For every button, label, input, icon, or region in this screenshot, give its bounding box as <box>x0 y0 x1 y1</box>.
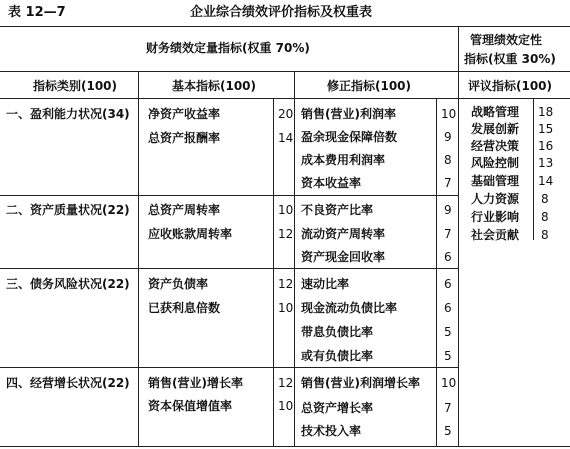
modified-weight: 6 <box>444 277 452 291</box>
modified-indicator: 技术投入率 <box>301 424 362 438</box>
category-asset-quality: 二、资产质量状况(22) <box>6 203 130 217</box>
review-indicator: 战略管理 <box>471 105 520 119</box>
review-indicator: 人力资源 <box>471 192 520 206</box>
divider-financial-management <box>458 26 459 446</box>
modified-indicator: 带息负债比率 <box>301 325 374 339</box>
review-weight: 8 <box>541 192 549 206</box>
basic-weight: 12 <box>278 277 294 291</box>
modified-indicator: 现金流动负债比率 <box>301 301 398 315</box>
header-col-review: 评议指标(100) <box>468 79 553 93</box>
basic-indicator: 总资产报酬率 <box>148 131 221 145</box>
modified-weight: 7 <box>444 401 452 415</box>
review-weight: 16 <box>538 139 554 153</box>
modified-weight: 9 <box>444 130 452 144</box>
modified-indicator: 总资产增长率 <box>301 401 374 415</box>
basic-indicator: 已获利息倍数 <box>148 301 221 315</box>
rule-group-1 <box>0 195 458 196</box>
modified-indicator: 不良资产比率 <box>301 203 374 217</box>
header-management-line1: 管理绩效定性 <box>470 33 543 47</box>
basic-indicator: 应收账款周转率 <box>148 227 233 241</box>
modified-indicator: 销售(营业)利润率 <box>301 107 396 121</box>
modified-indicator: 流动资产周转率 <box>301 227 386 241</box>
review-indicator: 风险控制 <box>471 156 520 170</box>
modified-indicator: 资产现金回收率 <box>301 250 386 264</box>
modified-weight: 10 <box>441 107 457 121</box>
basic-indicator: 总资产周转率 <box>148 203 221 217</box>
modified-weight: 7 <box>444 176 452 190</box>
modified-indicator: 速动比率 <box>301 277 350 291</box>
basic-indicator: 销售(营业)增长率 <box>148 376 243 390</box>
review-indicator: 经营决策 <box>471 139 520 153</box>
modified-indicator: 成本费用利润率 <box>301 153 386 167</box>
basic-weight: 12 <box>278 227 294 241</box>
divider-basic-weight <box>273 98 274 446</box>
header-management-line2: 指标(权重 30%) <box>464 52 556 66</box>
rule-header-split <box>0 71 458 72</box>
review-weight: 13 <box>538 156 554 170</box>
table-number: 表 12—7 <box>8 5 66 20</box>
review-indicator: 社会贡献 <box>471 228 520 242</box>
category-debt-risk: 三、债务风险状况(22) <box>6 277 130 291</box>
rule-bottom <box>0 446 570 447</box>
review-weight: 18 <box>538 105 554 119</box>
table-title: 企业综合绩效评价指标及权重表 <box>190 5 373 20</box>
divider-review-weight <box>533 98 534 240</box>
review-indicator: 发展创新 <box>471 122 520 136</box>
header-col-modified: 修正指标(100) <box>327 79 412 93</box>
basic-weight: 10 <box>278 399 294 413</box>
modified-weight: 9 <box>444 203 452 217</box>
modified-weight: 8 <box>444 153 452 167</box>
modified-indicator: 销售(营业)利润增长率 <box>301 376 420 390</box>
basic-weight: 10 <box>278 301 294 315</box>
modified-indicator: 盈余现金保障倍数 <box>301 130 398 144</box>
basic-indicator: 资本保值增值率 <box>148 399 233 413</box>
review-weight: 15 <box>538 122 554 136</box>
header-col-basic: 基本指标(100) <box>172 79 257 93</box>
modified-indicator: 资本收益率 <box>301 176 362 190</box>
header-financial: 财务绩效定量指标(权重 70%) <box>146 41 310 55</box>
review-weight: 8 <box>541 228 549 242</box>
basic-indicator: 净资产收益率 <box>148 107 221 121</box>
basic-weight: 14 <box>278 131 294 145</box>
divider-modified-weight <box>436 98 437 446</box>
review-weight: 14 <box>538 174 554 188</box>
modified-indicator: 或有负债比率 <box>301 349 374 363</box>
divider-category-basic <box>138 71 139 446</box>
rule-group-3 <box>0 367 458 368</box>
modified-weight: 5 <box>444 325 452 339</box>
rule-group-2 <box>0 268 458 269</box>
rule-header-split-right <box>458 71 570 72</box>
rule-header-bottom <box>0 98 570 99</box>
modified-weight: 6 <box>444 250 452 264</box>
modified-weight: 5 <box>444 424 452 438</box>
rule-top <box>0 26 570 27</box>
basic-weight: 12 <box>278 376 294 390</box>
modified-weight: 7 <box>444 227 452 241</box>
divider-basic-modified <box>294 71 295 446</box>
category-profitability: 一、盈利能力状况(34) <box>6 107 130 121</box>
basic-weight: 20 <box>278 107 294 121</box>
modified-weight: 5 <box>444 349 452 363</box>
basic-weight: 10 <box>278 203 294 217</box>
category-growth: 四、经营增长状况(22) <box>6 376 130 390</box>
basic-indicator: 资产负债率 <box>148 277 209 291</box>
modified-weight: 10 <box>441 376 457 390</box>
review-indicator: 行业影响 <box>471 210 520 224</box>
modified-weight: 6 <box>444 301 452 315</box>
header-col-category: 指标类别(100) <box>33 79 118 93</box>
review-weight: 8 <box>541 210 549 224</box>
review-indicator: 基础管理 <box>471 174 520 188</box>
